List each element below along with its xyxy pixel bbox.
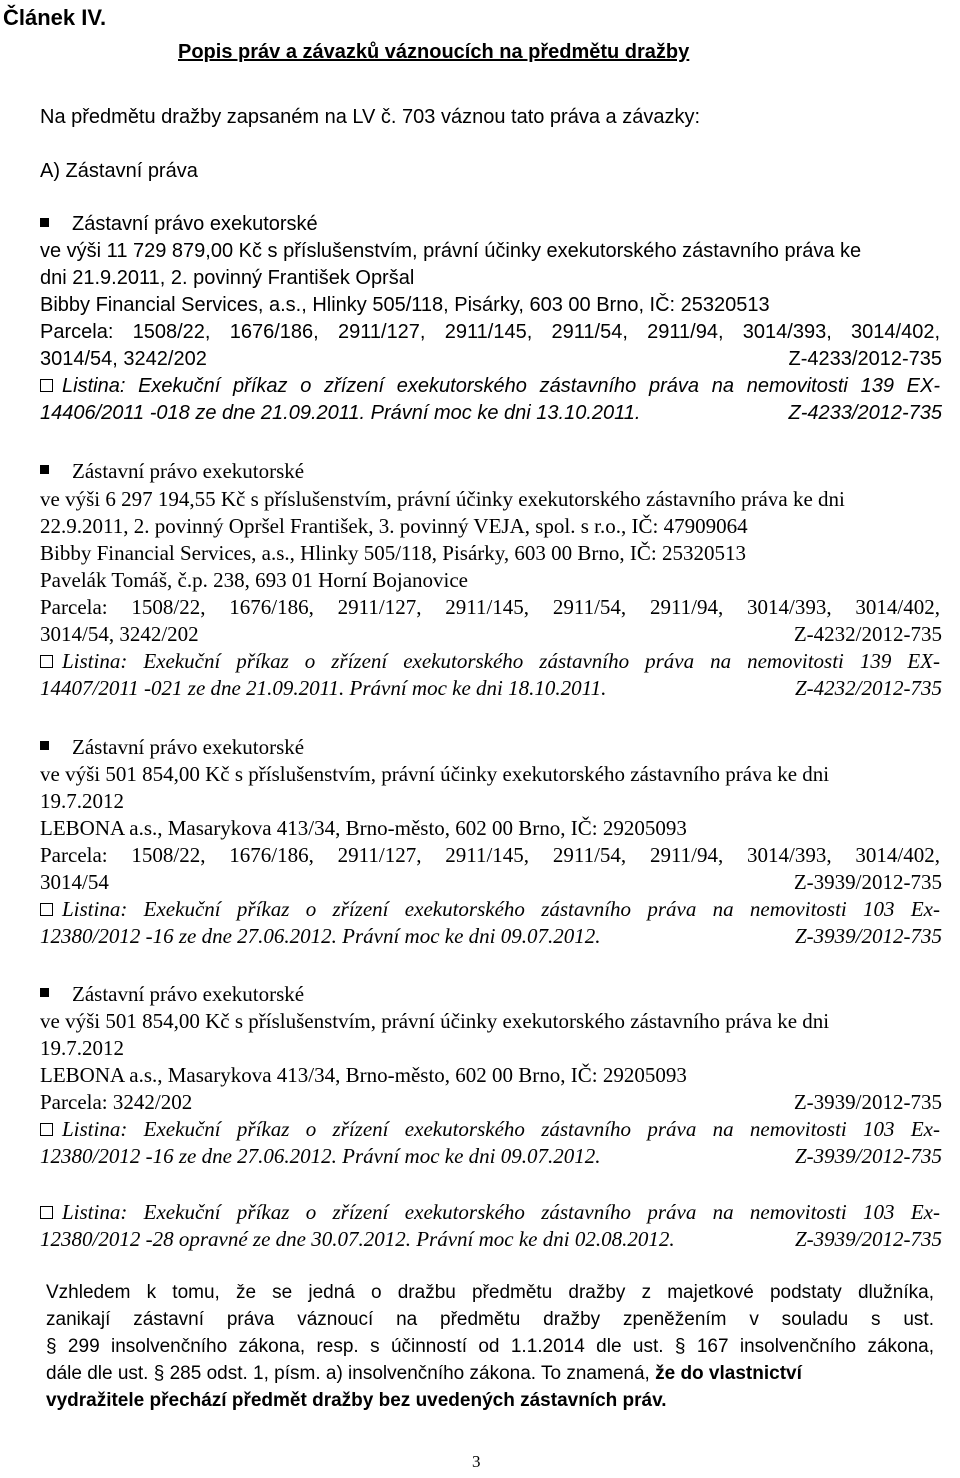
entry-ref: Z-3939/2012-735: [793, 870, 942, 894]
entry-type: Zástavní právo exekutorské: [72, 213, 318, 235]
entry-ref: Z-3939/2012-735: [793, 1090, 942, 1114]
page-number: 3: [472, 1452, 481, 1471]
entry-parcel-tail: Parcela: 3242/202: [40, 1090, 193, 1114]
entry-line: ve výši 501 854,00 Kč s příslušenstvím, právní účinky exekutorského zástavního práva ke dni: [40, 1009, 830, 1033]
checkbox-icon: [40, 1123, 53, 1136]
closing-line: dále dle ust. § 285 odst. 1, písm. a) insolvenčního zákona. To znamená, že do vlastnictví: [46, 1363, 802, 1384]
entry-line: 22.9.2011, 2. povinný Opršel František, 3. povinný VEJA, spol. s r.o., IČ: 47909064: [40, 514, 748, 538]
entry-parcels: Parcela: 1508/22, 1676/186, 2911/127, 2911/145, 2911/54, 2911/94, 3014/393, 3014/402,: [40, 321, 940, 343]
entry-line: LEBONA a.s., Masarykova 413/34, Brno-město, 602 00 Brno, IČ: 29205093: [40, 816, 687, 840]
closing-line: § 299 insolvenčního zákona, resp. s účinností od 1.1.2014 dle ust. § 167 insolvenčního zákona,: [46, 1336, 934, 1357]
intro-text: Na předmětu dražby zapsaném na LV č. 703 váznou tato práva a závazky:: [40, 106, 700, 128]
bullet-icon: [40, 741, 49, 750]
entry-listina-ref: Z-3939/2012-735: [795, 924, 942, 948]
entry-listina-cont: 14407/2011 -021 ze dne 21.09.2011. Právní moc ke dni 18.10.2011.: [40, 676, 607, 700]
bullet-icon: [40, 988, 49, 997]
entry-line: LEBONA a.s., Masarykova 413/34, Brno-město, 602 00 Brno, IČ: 29205093: [40, 1063, 687, 1087]
checkbox-icon: [40, 1206, 53, 1219]
entry-line: ve výši 11 729 879,00 Kč s příslušenstvím, právní účinky exekutorského zástavního práva ke: [40, 240, 862, 262]
entry-parcel-tail: 3014/54, 3242/202: [40, 348, 207, 370]
closing-emphasis: vydražitele přechází předmět dražby bez uvedených zástavních práv.: [46, 1390, 667, 1411]
extra-listina: Listina: Exekuční příkaz o zřízení exekutorského zástavního práva na nemovitosti 103 Ex-: [40, 1199, 940, 1225]
entry-listina: Listina: Exekuční příkaz o zřízení exekutorského zástavního práva na nemovitosti 139 EX-: [40, 648, 940, 674]
entry-listina-cont: 12380/2012 -16 ze dne 27.06.2012. Právní moc ke dni 09.07.2012.: [40, 1144, 601, 1168]
entry-listina: Listina: Exekuční příkaz o zřízení exekutorského zástavního práva na nemovitosti 103 Ex-: [40, 896, 940, 922]
closing-line: Vzhledem k tomu, že se jedná o dražbu předmětu dražby z majetkové podstaty dlužníka,: [46, 1282, 934, 1303]
bullet-icon: [40, 465, 49, 474]
entry-type: Zástavní právo exekutorské: [72, 459, 305, 483]
entry-listina-ref: Z-3939/2012-735: [795, 1144, 942, 1168]
entry-line: 19.7.2012: [40, 789, 124, 813]
entry-type: Zástavní právo exekutorské: [72, 982, 305, 1006]
entry-listina-cont: 14406/2011 -018 ze dne 21.09.2011. Právní moc ke dni 13.10.2011.: [40, 402, 641, 424]
article-title: Popis práv a závazků váznoucích na předmětu dražby: [178, 41, 690, 63]
checkbox-icon: [40, 379, 53, 392]
entry-type: Zástavní právo exekutorské: [72, 735, 305, 759]
closing-emphasis: že do vlastnictví: [655, 1363, 802, 1384]
entry-listina-ref: Z-4233/2012-735: [788, 402, 942, 424]
entry-line: Bibby Financial Services, a.s., Hlinky 505/118, Pisárky, 603 00 Brno, IČ: 25320513: [40, 541, 746, 565]
entry-line: 19.7.2012: [40, 1036, 124, 1060]
article-number: Článek IV.: [3, 5, 107, 30]
entry-listina: Listina: Exekuční příkaz o zřízení exekutorského zástavního práva na nemovitosti 103 Ex-: [40, 1116, 940, 1142]
checkbox-icon: [40, 655, 53, 668]
entry-line: ve výši 501 854,00 Kč s příslušenstvím, právní účinky exekutorského zástavního práva ke dni: [40, 762, 830, 786]
entry-ref: Z-4233/2012-735: [788, 348, 942, 370]
entry-parcel-tail: 3014/54, 3242/202: [40, 622, 199, 646]
entry-parcels: Parcela: 1508/22, 1676/186, 2911/127, 2911/145, 2911/54, 2911/94, 3014/393, 3014/402,: [40, 595, 940, 619]
checkbox-icon: [40, 903, 53, 916]
subheading: A) Zástavní práva: [40, 160, 198, 182]
entry-line: ve výši 6 297 194,55 Kč s příslušenstvím, právní účinky exekutorského zástavního práva ke dni: [40, 487, 845, 511]
closing-line: zanikají zástavní práva váznoucí na předmětu dražby zpeněžením v souladu s ust.: [46, 1309, 934, 1330]
entry-listina-cont: 12380/2012 -16 ze dne 27.06.2012. Právní moc ke dni 09.07.2012.: [40, 924, 601, 948]
entry-listina-ref: Z-4232/2012-735: [795, 676, 942, 700]
bullet-icon: [40, 218, 49, 227]
entry-parcels: Parcela: 1508/22, 1676/186, 2911/127, 2911/145, 2911/54, 2911/94, 3014/393, 3014/402,: [40, 843, 940, 867]
entry-line: Bibby Financial Services, a.s., Hlinky 505/118, Pisárky, 603 00 Brno, IČ: 25320513: [40, 294, 770, 316]
entry-line: dni 21.9.2011, 2. povinný František Opršal: [40, 267, 415, 289]
entry-parcel-tail: 3014/54: [40, 870, 109, 894]
entry-ref: Z-4232/2012-735: [793, 622, 942, 646]
entry-listina: Listina: Exekuční příkaz o zřízení exekutorského zástavního práva na nemovitosti 139 EX-: [40, 373, 940, 399]
extra-listina-cont: 12380/2012 -28 opravné ze dne 30.07.2012. Právní moc ke dni 02.08.2012.: [40, 1227, 675, 1251]
entry-line: Pavelák Tomáš, č.p. 238, 693 01 Horní Bojanovice: [40, 568, 468, 592]
extra-listina-ref: Z-3939/2012-735: [795, 1227, 942, 1251]
